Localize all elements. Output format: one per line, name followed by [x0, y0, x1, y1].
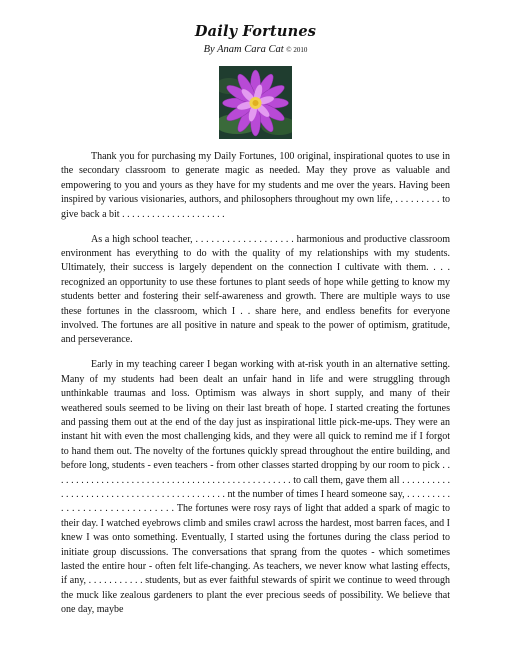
document-body	[61, 150, 450, 618]
document-title: Daily Fortunes	[194, 23, 317, 40]
author-byline	[61, 43, 450, 57]
paragraph-intro: Thank you for purchasing my Daily Fortunes, 100 original, inspirational quotes to use in the secondary classroom to generate magic as needed. May they prove as valuable and empowering to you and yours as they have for my students and me over the years. Having been inspired by various visionaries, authors, and philosophers throughout my own life, . . . . . . . . . to give back a bit . . . . . . . . . . . . . . . . . . . . .	[61, 151, 450, 220]
water-lily-photo	[219, 66, 292, 139]
author-name: By Anam Cara Cat	[203, 44, 284, 55]
photo-container	[61, 66, 450, 139]
copyright-notice: © 2010	[286, 46, 308, 54]
paragraph-teacher: As a high school teacher, . . . . . . . . . . . . . . . . . . . harmonious and productive classroom environment has everything to do with the quality of my relationships with my students. Ultimately, their success is largely dependent on the connection I cultivate with them. . . . recognized an opportunity to use these fortunes to plant seeds of hope while getting to know my students better and fostering their self-awareness and growth. There are multiple ways to use these fortunes in the classroom, which I . . share here, and endless benefits for everyone involved. The fortunes are all positive in nature and speak to the power of optimism, gratitude, and perseverance.	[61, 233, 450, 346]
paragraph-early-career: Early in my teaching career I began working with at-risk youth in an alternative setting. Many of my students had been dealt an unfair hand in life and were struggling through unthinkable traumas and loss. Optimism was always in short supply, and many of their weathered souls seemed to be living on their last breath of hope. I started creating the fortunes and passing them out at the end of the day just as inspirational little pick-me-ups. They were an instant hit with even the most challenging kids, and they were all quick to remind me if I forgot to hand them out. The novelty of the fortunes quickly spread throughout the entire building, and before long, students - even teachers - from other classes started dropping by our room to pick . . . . . . . . . . . . . . . . . . . . . . . . . . . . . . . . . . . . . . . . . . . . . . . . to call them, gave them all . . . . . . . . . . . . . . . . . . . . . . . . . . . . . . . . . . . . . . . . . . . nt the number of times I heard someone say, . . . . . . . . . . . . . . . . . . . . . . . . . . . . . . The fortunes were rosy rays of light that added a spark of magic to their day. I watched eyebrows climb and smiles crawl across the hardest, most barren faces, and I knew I was onto something. Eventually, I started using the fortunes during the class period to initiate group discussions. The conversations that sprang from the quotes - which sometimes lasted the entire hour - often felt life-changing. As teachers, we never know what lasting effects, if any, . . . . . . . . . . . students, but as ever faithful stewards of spirit we continue to weed through the muck like zealous gardeners to plant the ever precious seeds of possibility. We believe that one day, maybe	[61, 359, 450, 616]
